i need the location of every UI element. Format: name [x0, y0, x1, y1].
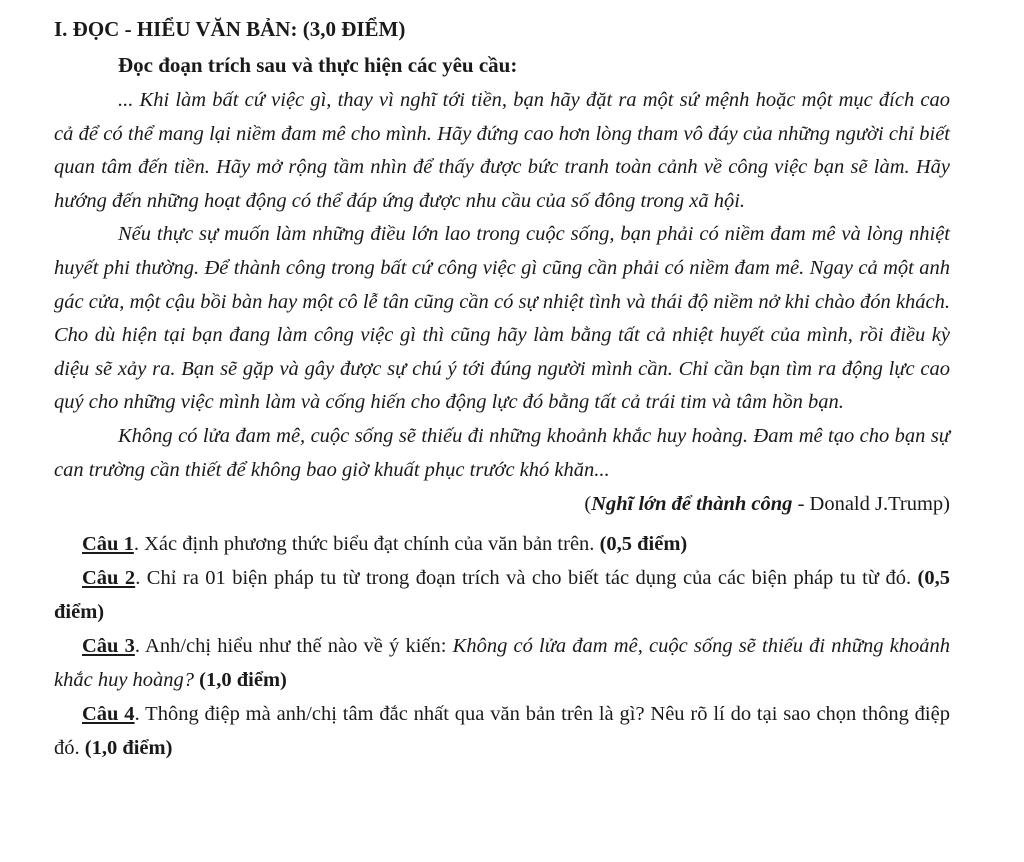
- question-text: . Xác định phương thức biểu đạt chính của văn bản trên.: [133, 533, 600, 556]
- question-text: . Anh/chị hiểu như thế nào về ý kiến:: [134, 635, 453, 658]
- question-label: Câu 1: [82, 533, 134, 556]
- passage-paragraph-2: Nếu thực sự muốn làm những điều lớn lao trong cuộc sống, bạn phải có niềm đam mê và lòng nhiệt huyết phi thường. Để thành công trong bất cứ công việc gì cũng cần phải có niềm đam mê. Ngay cả một anh gác cửa, một cậu bồi bàn hay một cô lễ tân cũng cần có sự nhiệt tình và thái độ niềm nở khi chào đón khách. Cho dù hiện tại bạn đang làm công việc gì thì cũng hãy làm bằng tất cả nhiệt huyết của mình, rồi điều kỳ diệu sẽ xảy ra. Bạn sẽ gặp và gây được sự chú ý tới đúng người mình cần. Chỉ cần bạn tìm ra động lực cao quý cho những việc mình làm và cống hiến cho động lực đó bằng tất cả trái tim và tâm hồn bạn.: [54, 223, 950, 414]
- questions: [54, 527, 950, 765]
- question-label: Câu 2: [82, 567, 136, 590]
- question-label: Câu 3: [82, 635, 135, 658]
- question-2: [54, 561, 950, 629]
- question-points: (0,5 điểm): [54, 567, 950, 624]
- source-citation: [54, 487, 950, 521]
- question-text: . Thông điệp mà anh/chị tâm đắc nhất qua văn bản trên là gì? Nêu rõ lí do tại sao chọn thông điệp đó.: [54, 703, 950, 760]
- question-points: (1,0 điểm): [194, 669, 287, 692]
- passage: [54, 84, 950, 487]
- question-label: Câu 4: [82, 703, 135, 726]
- question-1: [54, 527, 950, 561]
- question-quote: Không có lửa đam mê, cuộc sống sẽ thiếu đi những khoảnh khắc huy hoàng?: [54, 635, 950, 692]
- question-points: (0,5 điểm): [599, 533, 688, 556]
- section-title: I. ĐỌC - HIỂU VĂN BẢN: (3,0 ĐIỂM): [54, 17, 406, 41]
- question-points: (1,0 điểm): [84, 737, 173, 760]
- question-3: [54, 629, 950, 697]
- question-text: . Chỉ ra 01 biện pháp tu từ trong đoạn trích và cho biết tác dụng của các biện pháp tu từ đó.: [135, 567, 918, 590]
- passage-paragraph-1: ... Khi làm bất cứ việc gì, thay vì nghĩ tới tiền, bạn hãy đặt ra một sứ mệnh hoặc một mục đích cao cả để có thể mang lại niềm đam mê cho mình. Hãy đứng cao hơn lòng tham vô đáy của những người chỉ biết quan tâm đến tiền. Hãy mở rộng tầm nhìn để thấy được bức tranh toàn cảnh về công việc bạn sẽ làm. Hãy hướng đến những hoạt động có thể đáp ứng được nhu cầu của số đông trong xã hội.: [54, 89, 950, 212]
- instruction: Đọc đoạn trích sau và thực hiện các yêu cầu:: [118, 53, 518, 77]
- source-author: - Donald J.Trump): [792, 493, 950, 516]
- source-work-title: Nghĩ lớn để thành công: [591, 493, 793, 516]
- question-4: [54, 697, 950, 765]
- passage-paragraph-3: Không có lửa đam mê, cuộc sống sẽ thiếu đi những khoảnh khắc huy hoàng. Đam mê tạo cho bạn sự can trường cần thiết để không bao giờ khuất phục trước khó khăn...: [54, 424, 950, 481]
- source-open: (: [584, 493, 592, 516]
